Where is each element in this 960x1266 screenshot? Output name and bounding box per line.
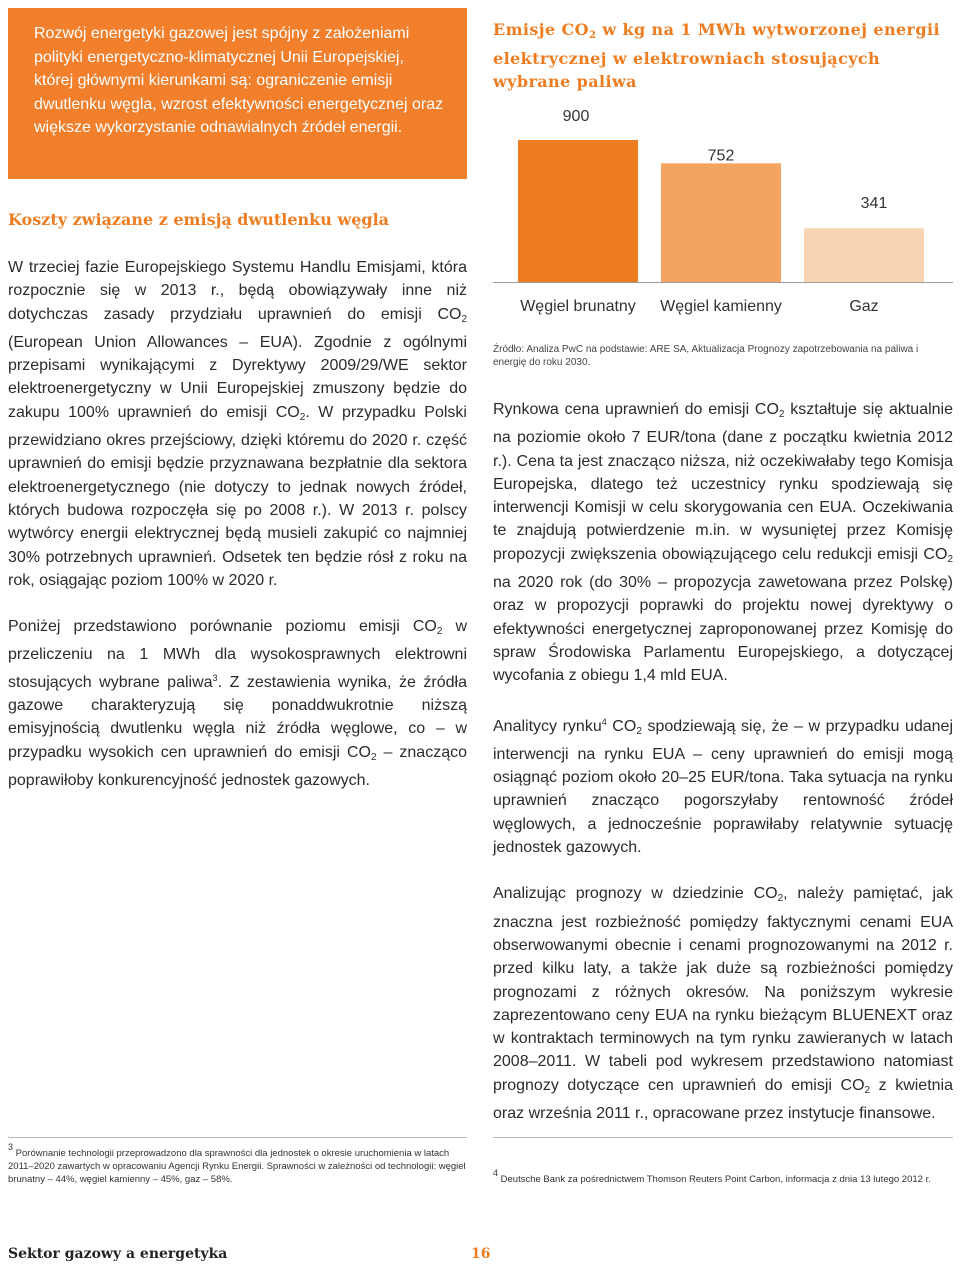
- section-heading: Koszty związane z emisją dwutlenku węgla: [8, 210, 390, 229]
- chart-value-label: 752: [707, 147, 735, 165]
- chart-bar: [518, 140, 638, 282]
- footnote-divider-left: [8, 1137, 467, 1138]
- callout-text: Rozwój energetyki gazowej jest spójny z założeniami polityki energetyczno-klimatycznej Unii Europejskiej, której głównymi kierunkami są: ograniczenie emisji dwutlenku węgla, wzrost efektywności energetycznej oraz większe wykorzystanie odnawialnych źródeł energii.: [34, 25, 444, 137]
- left-paragraph-2: Poniżej przedstawiono porównanie poziomu emisji $CO_2$ w przeliczeniu na 1 MWh dla wysokosprawnych elektrowni stosujących wybrane paliwa$^3$. Z zestawienia wynika, że źródła gazowe charakteryzują się ponaddwukrotnie niższą emisyjnością dwutlenku węgla niż źródła węglowe, co – w przypadku wysokich cen uprawnień do emisji $CO_2$ – znacząco poprawiłoby konkurencyjność jednostek gazowych.: [8, 618, 467, 789]
- chart-category-label: Węgiel brunatny: [520, 298, 636, 315]
- footer-title: Sektor gazowy a energetyka: [8, 1246, 228, 1262]
- right-paragraph-1: Rynkowa cena uprawnień do emisji $CO_2$ kształtuje się aktualnie na poziomie około 7 EUR/tona (dane z początku kwietnia 2012 r.). Cena ta jest znacząco niższa, niż oczekiwałaby tego Komisja Europejska, dlatego też uczestnicy rynku spodziewają się interwencji Komisji w celu skorygowania cen EUA. Oczekiwania te znajdują potwierdzenie m.in. w wysuniętej przez Komisję propozycji zwiększenia obowiązującego celu redukcji emisji $CO_2$ na 2020 rok (do 30% – propozycja zawetowana przez Polskę) oraz w propozycji poprawki do projektu nowej dyrektywy o efektywności energetycznej zaproponowanej przez Komisję do spraw Środowiska Parlamentu Europejskiego, a dotyczącej wycofania z obiegu 1,4 mld EUA.: [493, 401, 953, 685]
- left-column: [8, 256, 467, 792]
- intro-callout: [8, 8, 467, 179]
- footnote-ref-3: 3: [212, 672, 218, 683]
- right-column: [493, 398, 953, 1125]
- footnote-divider-right: [493, 1137, 953, 1138]
- page-number: 16: [471, 1246, 491, 1262]
- chart-value-label: 900: [562, 108, 590, 125]
- chart-source: Źródło: Analiza PwC na podstawie: ARE SA, Aktualizacja Prognozy zapotrzebowania na paliwa i energię do roku 2030.: [493, 344, 919, 368]
- chart-bar: [804, 228, 924, 282]
- chart-category-label: Węgiel kamienny: [660, 298, 782, 315]
- right-paragraph-2: Analitycy rynku$^4$ $CO_2$ spodziewają się, że – w przypadku udanej interwencji na rynku EUA – ceny uprawnień do emisji mogą osiągnąć poziom około 20–25 EUR/tona. Taka sytuacja na rynku uprawnień znacząco pogorszyłaby rentowność źródeł węglowych, a jednocześnie poprawiłaby relatywnie sytuację jednostek gazowych.: [493, 716, 954, 857]
- chart-plot: [493, 18, 953, 318]
- emissions-chart: [493, 18, 953, 368]
- chart-value-label: 341: [860, 195, 888, 213]
- chart-title: Emisje $CO_2$ w kg na 1 MWh wytworzonej energii elektrycznej w elektrowniach stosujących wybrane paliwa: [493, 20, 940, 91]
- chart-bar: [661, 163, 781, 282]
- footnote-ref-4: 4: [601, 716, 607, 727]
- chart-category-label: Gaz: [849, 298, 879, 315]
- footnote-4: 4 Deutsche Bank za pośrednictwem Thomson Reuters Point Carbon, informacja z dnia 13 lutego 2012 r.: [493, 1168, 931, 1185]
- footnote-3: 3 Porównanie technologii przeprowadzono dla sprawności dla jednostek o okresie uruchomienia w latach 2011–2020 zawartych w opracowaniu Agencji Rynku Energii. Sprawności w zależności od technologii: węgiel brunatny – 44%, węgiel kamienny – 45%, gaz – 58%.: [8, 1142, 466, 1185]
- left-paragraph-1: W trzeciej fazie Europejskiego Systemu Handlu Emisjami, która rozpocznie się w 2013 r., będą obowiązywały inne niż dotychczas zasady przydziału uprawnień do emisji $CO_2$ (European Union Allowances – EUA). Zgodnie z ogólnymi przepisami wynikającymi z Dyrektywy 2009/29/WE sektor elektroenergetyczny w Unii Europejskiej zmuszony będzie do zakupu 100% uprawnień do emisji $CO_2$. W przypadku Polski przewidziano okres przejściowy, dzięki któremu do 2020 r. część uprawnień do emisji będzie przyznawana bezpłatnie dla sektora elektroenergetycznego (nie dotyczy to jednak nowych źródeł, których budowa rozpoczęła się po 2008 r.). W 2013 r. polscy wytwórcy energii elektrycznej będą musieli zakupić co najmniej 30% potrzebnych uprawnień. Odsetek ten będzie rósł z roku na rok, osiągając poziom 100% w 2020 r.: [8, 259, 467, 589]
- right-paragraph-3: Analizując prognozy w dziedzinie $CO_2$, należy pamiętać, jak znaczna jest rozbieżność pomiędzy faktycznymi cenami EUA obserwowanymi obecnie i cenami prognozowanymi na 2012 r. przed kilku laty, a także jak duże są rozbieżności pomiędzy prognozami z różnych okresów. Na poniższym wykresie zaprezentowano ceny EUA na rynku bieżącym BLUENEXT oraz w kontraktach terminowych na tym rynku zawieranych w latach 2008–2011. W tabeli pod wykresem przedstawiono natomiast prognozy dotyczące cen uprawnień do emisji $CO_2$ z kwietnia oraz września 2011 r., opracowane przez instytucje finansowe.: [493, 885, 953, 1123]
